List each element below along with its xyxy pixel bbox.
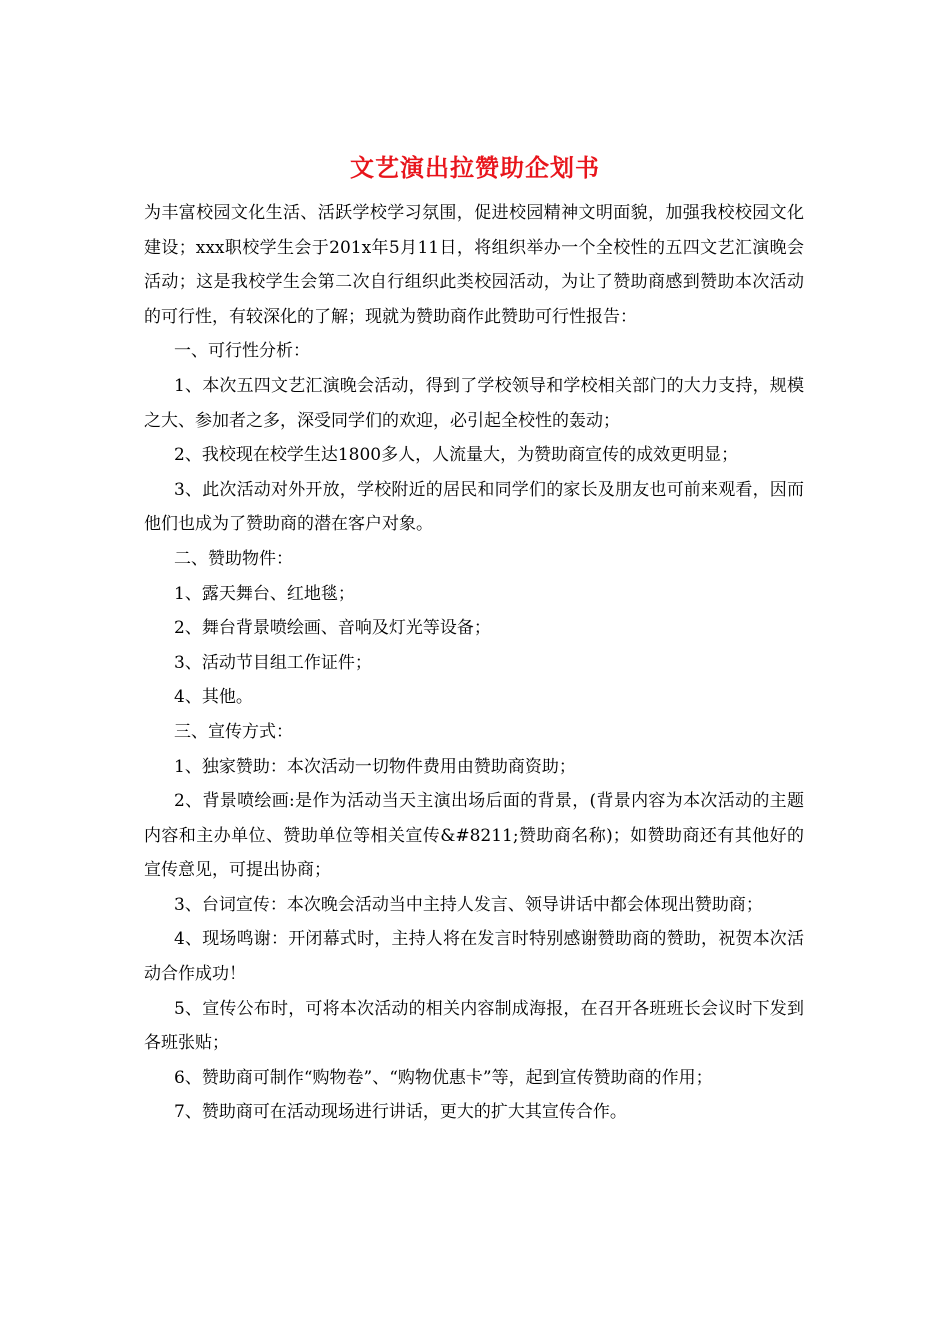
- feasibility-item-1: 1、本次五四文艺汇演晚会活动，得到了学校领导和学校相关部门的大力支持，规模之大、参加者之多，深受同学们的欢迎，必引起全校性的轰动；: [144, 375, 804, 431]
- feasibility-item-3: 3、此次活动对外开放，学校附近的居民和同学们的家长及朋友也可前来观看，因而他们也成为了赞助商的潜在客户对象。: [144, 479, 804, 535]
- document-body: [144, 196, 804, 1130]
- sponsored-item-3: 3、活动节目组工作证件；: [174, 652, 372, 673]
- sponsored-item-2: 2、舞台背景喷绘画、音响及灯光等设备；: [174, 618, 491, 639]
- promotion-item-3: 3、台词宣传：本次晚会活动当中主持人发言、领导讲话中都会体现出赞助商；: [174, 894, 763, 915]
- promotion-item-1: 1、独家赞助：本次活动一切物件费用由赞助商资助；: [174, 756, 576, 777]
- feasibility-item-2: 2、我校现在校学生达1800多人，人流量大，为赞助商宣传的成效更明显；: [174, 445, 739, 466]
- section-heading-feasibility: 一、可行性分析：: [174, 341, 310, 362]
- promotion-item-6: 6、赞助商可制作“购物卷”、“购物优惠卡”等，起到宣传赞助商的作用；: [174, 1067, 713, 1088]
- sponsored-item-4: 4、其他。: [174, 687, 253, 708]
- promotion-item-4: 4、现场鸣谢：开闭幕式时，主持人将在发言时特别感谢赞助商的赞助，祝贺本次活动合作成功！: [144, 929, 804, 985]
- sponsored-item-1: 1、露天舞台、红地毯；: [174, 583, 355, 604]
- document-title: 文艺演出拉赞助企划书: [350, 153, 600, 182]
- promotion-item-7: 7、赞助商可在活动现场进行讲话，更大的扩大其宣传合作。: [174, 1102, 627, 1123]
- promotion-item-2: 2、背景喷绘画:是作为活动当天主演出场后面的背景，(背景内容为本次活动的主题内容和主办单位、赞助单位等相关宣传&#8211;赞助商名称)；如赞助商还有其他好的宣传意见，可提出协商；: [144, 791, 804, 881]
- section-heading-sponsored-items: 二、赞助物件：: [174, 548, 293, 569]
- intro-paragraph: 为丰富校园文化生活、活跃学校学习氛围，促进校园精神文明面貌，加强我校校园文化建设；xxx职校学生会于201x年5月11日，将组织举办一个全校性的五四文艺汇演晚会活动；这是我校学生会第二次自行组织此类校园活动，为让了赞助商感到赞助本次活动的可行性，有较深化的了解；现就为赞助商作此赞助可行性报告：: [144, 203, 804, 327]
- promotion-item-5: 5、宣传公布时，可将本次活动的相关内容制成海报，在召开各班班长会议时下发到各班张贴；: [144, 998, 804, 1054]
- section-heading-promotion: 三、宣传方式：: [174, 721, 293, 742]
